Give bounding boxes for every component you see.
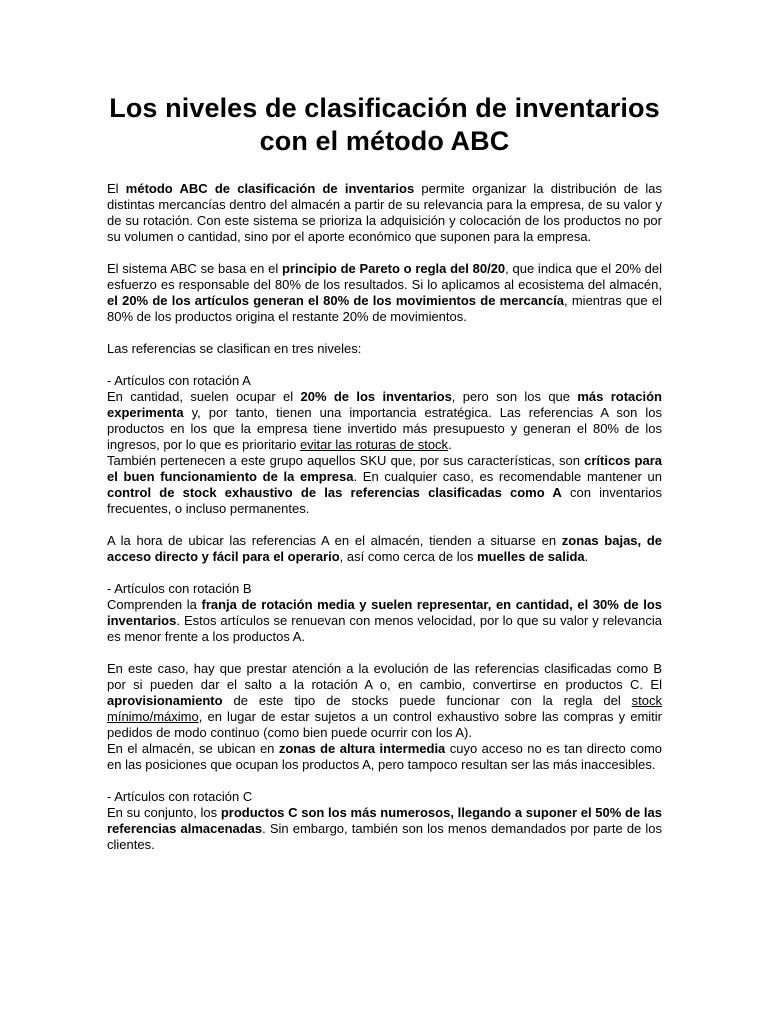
document-page [107,92,662,853]
level-a-bold: muelles de salida [476,549,585,564]
level-b-text: En el almacén, se ubican en [107,741,279,756]
pareto-paragraph [107,261,662,325]
level-b-location-paragraph [107,741,662,773]
level-a-text: . [448,437,452,452]
intro-paragraph [107,181,662,245]
pareto-text: , mientras que el 80% de los productos origina el restante 20% de movimientos. [107,293,663,324]
level-a-paragraph [107,389,662,453]
stock-min-max-link[interactable]: stock mínimo/máximo [107,693,662,724]
level-a-text: , así como cerca de los [339,549,477,564]
level-b-text: Comprenden la [107,597,202,612]
level-a-paragraph [107,453,662,517]
pareto-text: El sistema ABC se basa en el [107,261,282,276]
level-a-text: y, por tanto, tienen una importancia estratégica. Las referencias A son los productos en los que la empresa tiene invertido más presupuesto y generan el 80% de los ingresos, por lo que es prioritario [107,405,662,452]
document-title: Los niveles de clasificación de inventarios con el método ABC [109,93,660,156]
level-a-text: , pero son los que [451,389,578,404]
level-b-text: cuyo acceso no es tan directo como en las posiciones que ocupan los productos A, pero tampoco resultan ser las más inaccesibles. [107,741,663,772]
pareto-bold: principio de Pareto o regla del 80/20 [281,261,506,276]
stockout-link[interactable]: evitar las roturas de stock [299,437,449,452]
level-c-text: En su conjunto, los [107,805,221,820]
intro-text: El [107,181,126,196]
level-b-paragraph [107,597,662,645]
level-a-location-paragraph [107,533,662,565]
level-b-bold: franja de rotación media y suelen representar, en cantidad, el 30% de los inventarios [107,597,663,628]
level-b-text: , en lugar de estar sujetos a un control exhaustivo sobre las compras y emitir pedidos de modo continuo (como bien puede ocurrir con los A). [107,709,662,740]
intro-text: permite organizar la distribución de las distintas mercancías dentro del almacén a partir de su relevancia para la empresa, de su valor y de su rotación. Con este sistema se prioriza la adquisición y colocación de los productos no por su volumen o cantidad, sino por el aporte económico que suponen para la empresa. [107,181,663,244]
level-b-bold: aprovisionamiento [107,693,223,708]
level-c-text: . Sin embargo, también son los menos demandados por parte de los clientes. [107,821,662,852]
level-a-text: En cantidad, suelen ocupar el [107,389,301,404]
level-c-paragraph [107,805,662,853]
level-a-bold: zonas bajas, de acceso directo y fácil para el operario [107,533,663,564]
level-a-bold: control de stock exhaustivo de las referencias clasificadas como A [107,485,562,500]
level-a-text: También pertenecen a este grupo aquellos SKU que, por sus características, son [107,453,585,468]
level-b-paragraph [107,661,662,741]
level-a-text: . [584,549,589,564]
level-b-text: de este tipo de stocks puede funcionar con la regla del [222,693,632,708]
level-b-bold: zonas de altura intermedia [278,741,446,756]
level-a-text: . En cualquier caso, es recomendable mantener un [353,469,662,484]
level-a-heading: - Artículos con rotación A [107,373,251,388]
level-c-heading: - Artículos con rotación C [107,789,253,804]
intro-bold: método ABC de clasificación de inventarios [125,181,415,196]
level-b-text: . Estos artículos se renuevan con menos velocidad, por lo que su valor y relevancia es menor frente a los productos A. [107,613,662,644]
level-c-bold: productos C son los más numerosos, llegando a suponer el 50% de las referencias almacenadas [107,805,662,836]
levels-intro-paragraph: Las referencias se clasifican en tres niveles: [107,341,362,356]
level-a-bold: críticos para el buen funcionamiento de la empresa [107,453,662,484]
level-b-text: En este caso, hay que prestar atención a la evolución de las referencias clasificadas como B por si pueden dar el salto a la rotación A o, en cambio, convertirse en productos C. El [107,661,662,692]
level-a-bold: más rotación experimenta [107,389,662,420]
level-a-bold: 20% de los inventarios [300,389,452,404]
pareto-bold: el 20% de los artículos generan el 80% de los movimientos de mercancía [107,293,564,308]
level-b-heading: - Artículos con rotación B [107,581,252,596]
level-a-text: con inventarios frecuentes, o incluso permanentes. [107,485,662,516]
pareto-text: , que indica que el 20% del esfuerzo es responsable del 80% de los resultados. Si lo aplicamos al ecosistema del almacén, [107,261,662,292]
level-a-text: A la hora de ubicar las referencias A en el almacén, tienden a situarse en [107,533,562,548]
